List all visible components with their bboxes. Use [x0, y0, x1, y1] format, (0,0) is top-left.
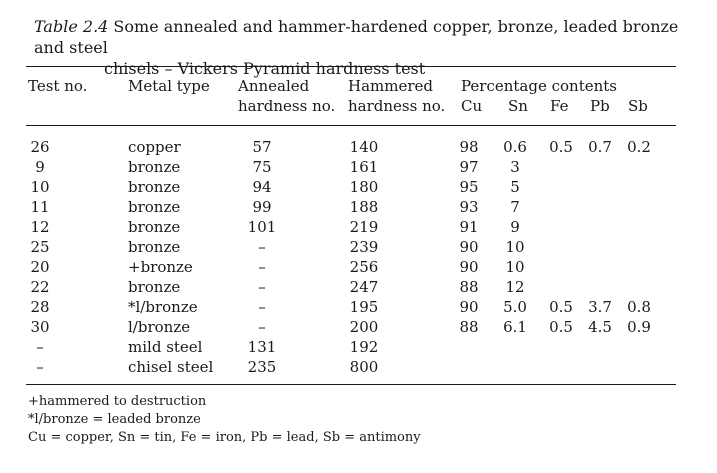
cell-test-no: 11 — [30, 198, 50, 216]
header-rule — [26, 125, 676, 126]
cell-sn: 10 — [505, 238, 525, 256]
cell-test-no: 10 — [30, 178, 50, 196]
cell-annealed: – — [258, 318, 266, 336]
cell-cu: 88 — [459, 318, 479, 336]
cell-metal-type: bronze — [128, 218, 181, 236]
cell-annealed: – — [258, 258, 266, 276]
cell-annealed: 94 — [252, 178, 272, 196]
header-sb: Sb — [628, 97, 648, 115]
cell-hammered: 140 — [349, 138, 379, 156]
cell-hammered: 800 — [349, 358, 379, 376]
cell-test-no: 28 — [30, 298, 50, 316]
table-caption — [34, 16, 704, 79]
cell-cu: 97 — [459, 158, 479, 176]
cell-hammered: 180 — [349, 178, 379, 196]
cell-annealed: – — [258, 298, 266, 316]
cell-pb: 0.7 — [588, 138, 612, 156]
cell-cu: 91 — [459, 218, 479, 236]
cell-cu: 90 — [459, 258, 479, 276]
cell-cu: 95 — [459, 178, 479, 196]
cell-sn: 5.0 — [503, 298, 527, 316]
cell-sn: 12 — [505, 278, 525, 296]
cell-pb: 4.5 — [588, 318, 612, 336]
header-sn: Sn — [508, 97, 528, 115]
cell-cu: 88 — [459, 278, 479, 296]
footnotes — [28, 393, 421, 447]
cell-metal-type: bronze — [128, 158, 181, 176]
cell-annealed: 57 — [252, 138, 272, 156]
cell-cu: 90 — [459, 238, 479, 256]
cell-metal-type: l/bronze — [128, 318, 191, 336]
cell-sb: 0.2 — [627, 138, 651, 156]
cell-metal-type: *l/bronze — [128, 298, 198, 316]
cell-sb: 0.9 — [627, 318, 651, 336]
cell-annealed: 235 — [247, 358, 277, 376]
cell-sb: 0.8 — [627, 298, 651, 316]
header-annealed-2: hardness no. — [238, 97, 336, 115]
cell-sn: 3 — [510, 158, 520, 176]
cell-test-no: – — [36, 358, 44, 376]
cell-metal-type: copper — [128, 138, 181, 156]
cell-hammered: 161 — [349, 158, 379, 176]
cell-sn: 5 — [510, 178, 520, 196]
header-test-no: Test no. — [28, 77, 88, 95]
cell-hammered: 195 — [349, 298, 379, 316]
caption-text-1: Some annealed and hammer-hardened copper, bronze, leaded bronze and steel — [34, 17, 679, 57]
cell-test-no: 22 — [30, 278, 50, 296]
cell-metal-type: bronze — [128, 198, 181, 216]
cell-metal-type: +bronze — [128, 258, 193, 276]
cell-annealed: 101 — [247, 218, 277, 236]
cell-sn: 9 — [510, 218, 520, 236]
cell-fe: 0.5 — [549, 298, 573, 316]
cell-hammered: 219 — [349, 218, 379, 236]
footnote-2: *l/bronze = leaded bronze — [28, 412, 201, 427]
header-fe: Fe — [550, 97, 569, 115]
cell-hammered: 192 — [349, 338, 379, 356]
cell-sn: 0.6 — [503, 138, 527, 156]
header-hammered-2: hardness no. — [348, 97, 446, 115]
cell-annealed: – — [258, 238, 266, 256]
header-metal-type: Metal type — [128, 77, 210, 95]
cell-metal-type: bronze — [128, 238, 181, 256]
cell-annealed: – — [258, 278, 266, 296]
header-cu: Cu — [461, 97, 483, 115]
cell-cu: 90 — [459, 298, 479, 316]
cell-test-no: – — [36, 338, 44, 356]
cell-test-no: 25 — [30, 238, 50, 256]
cell-cu: 98 — [459, 138, 479, 156]
cell-fe: 0.5 — [549, 138, 573, 156]
cell-fe: 0.5 — [549, 318, 573, 336]
cell-hammered: 188 — [349, 198, 379, 216]
cell-hammered: 200 — [349, 318, 379, 336]
cell-metal-type: bronze — [128, 178, 181, 196]
header-annealed-1: Annealed — [238, 77, 310, 95]
cell-cu: 93 — [459, 198, 479, 216]
caption-line-1 — [34, 16, 704, 58]
cell-test-no: 26 — [30, 138, 50, 156]
header-percentage: Percentage contents — [461, 77, 618, 95]
header-pb: Pb — [590, 97, 610, 115]
cell-annealed: 99 — [252, 198, 272, 216]
top-rule — [26, 66, 676, 67]
cell-hammered: 247 — [349, 278, 379, 296]
cell-test-no: 20 — [30, 258, 50, 276]
cell-annealed: 75 — [252, 158, 272, 176]
cell-sn: 6.1 — [503, 318, 527, 336]
cell-test-no: 30 — [30, 318, 50, 336]
cell-sn: 7 — [510, 198, 520, 216]
footnote-3: Cu = copper, Sn = tin, Fe = iron, Pb = lead, Sb = antimony — [28, 430, 421, 445]
cell-hammered: 256 — [349, 258, 379, 276]
cell-metal-type: mild steel — [128, 338, 203, 356]
cell-hammered: 239 — [349, 238, 379, 256]
header-hammered-1: Hammered — [348, 77, 433, 95]
bottom-rule — [26, 384, 676, 385]
cell-test-no: 9 — [35, 158, 45, 176]
cell-pb: 3.7 — [588, 298, 612, 316]
cell-metal-type: bronze — [128, 278, 181, 296]
footnote-1: +hammered to destruction — [28, 394, 207, 409]
cell-annealed: 131 — [247, 338, 277, 356]
caption-label: Table 2.4 — [34, 17, 109, 36]
cell-metal-type: chisel steel — [128, 358, 214, 376]
caption-text-2: chisels – Vickers Pyramid hardness test — [104, 59, 426, 78]
cell-sn: 10 — [505, 258, 525, 276]
cell-test-no: 12 — [30, 218, 50, 236]
